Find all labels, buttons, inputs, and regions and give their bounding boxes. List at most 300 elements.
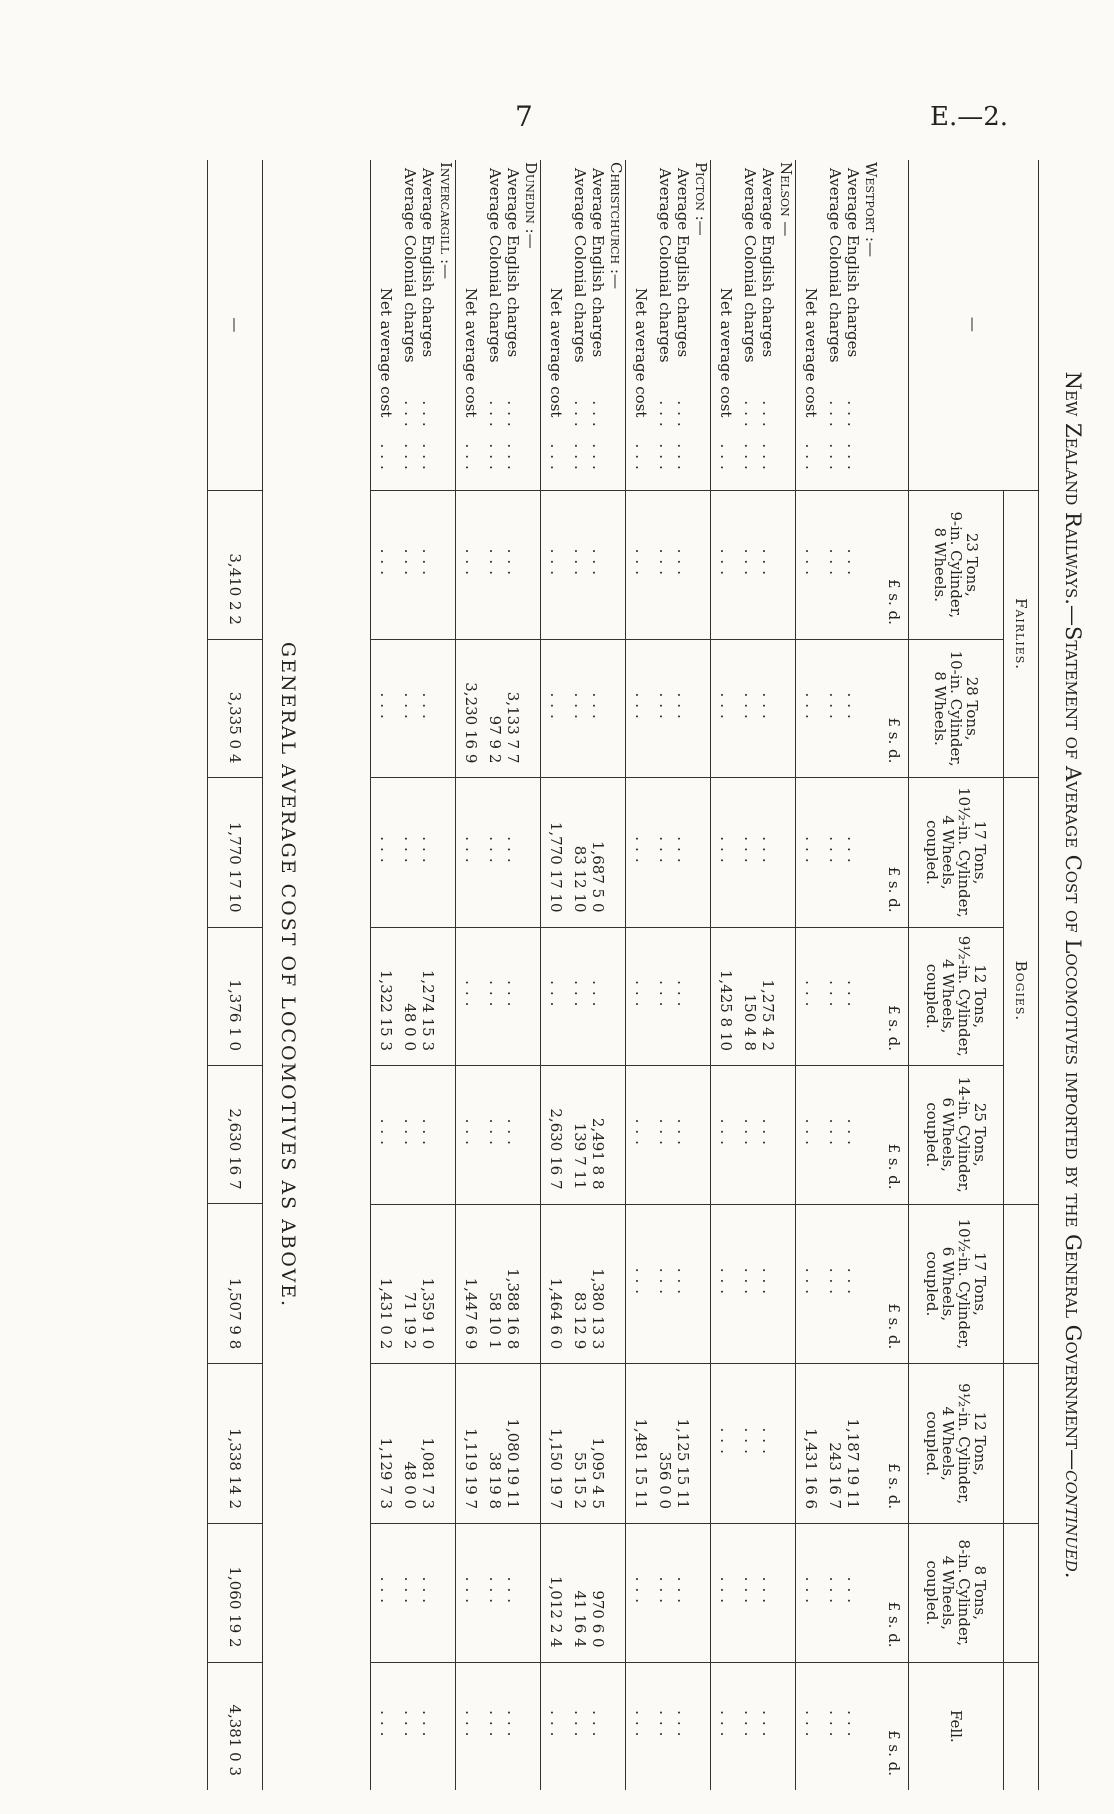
empty-cell (692, 778, 711, 927)
colonial-label-cell (571, 160, 589, 490)
cost-cell: ... (674, 490, 692, 639)
net-cost-cell: ... (541, 490, 572, 639)
net-cost-cell: ... (626, 1204, 657, 1364)
column-header-line: 4 Wheels, (939, 1555, 957, 1631)
column-header-line: 25 Tons, (971, 1102, 989, 1167)
section-row (777, 160, 796, 1790)
cost-cell: ... (656, 1066, 674, 1205)
empty-cell (862, 1204, 880, 1364)
empty-cell (607, 1066, 626, 1205)
net-cost-cell: ... (626, 927, 657, 1065)
cost-cell: ... (486, 490, 504, 639)
units-label: £ s. d. (880, 778, 909, 927)
cost-cell: 1,080 19 11 (504, 1364, 522, 1524)
cost-cell: 48 0 0 (401, 927, 419, 1065)
empty-cell (692, 1364, 711, 1524)
cost-cell: 1,380 13 3 (589, 1204, 607, 1364)
empty-cell (862, 778, 880, 927)
leader-dots: ... ... (759, 400, 777, 476)
cost-cell: ... (674, 1204, 692, 1364)
colonial-charges-row (486, 160, 504, 1790)
cost-cell: ... (656, 639, 674, 777)
cost-cell: ... (674, 1662, 692, 1790)
column-header-3 (909, 778, 1004, 927)
net-cost-cell: ... (541, 927, 572, 1065)
english-charges-row (419, 160, 437, 1790)
column-header-line: 8 Tons, (971, 1565, 989, 1620)
net-cost-cell: ... (796, 1524, 827, 1662)
english-label-cell (419, 160, 437, 490)
section-name: Picton :— (692, 162, 710, 236)
column-header-9 (909, 1662, 1004, 1790)
net-cost-cell: ... (796, 639, 827, 777)
net-cost-cell: ... (711, 639, 742, 777)
net-cost-cell: 1,150 19 7 (541, 1364, 572, 1524)
cost-cell: ... (401, 490, 419, 639)
net-cost-cell: ... (626, 1662, 657, 1790)
net-label-cell (541, 160, 572, 490)
cost-cell: ... (504, 927, 522, 1065)
net-cost-cell: 2,630 16 7 (541, 1066, 572, 1205)
net-cost-cell: ... (796, 1662, 827, 1790)
cost-cell: ... (419, 1662, 437, 1790)
cost-cell: 38 19 8 (486, 1364, 504, 1524)
leader-dots: ... ... (401, 400, 419, 476)
cost-cell: ... (656, 778, 674, 927)
net-cost-cell: 1,464 6 0 (541, 1204, 572, 1364)
empty-cell (692, 1204, 711, 1364)
empty-cell (522, 490, 541, 639)
empty-cell (862, 1662, 880, 1790)
colonial-label-cell (401, 160, 419, 490)
net-cost-cell: ... (796, 490, 827, 639)
cost-cell: ... (844, 1066, 862, 1205)
general-average-value: 3,335 0 4 (208, 639, 263, 777)
cost-cell: 1,687 5 0 (589, 778, 607, 927)
empty-cell (522, 927, 541, 1065)
cost-cell: 1,275 4 2 (759, 927, 777, 1065)
colonial-charges-row (826, 160, 844, 1790)
empty-cell (522, 639, 541, 777)
section-row (862, 160, 880, 1790)
empty-cell (862, 927, 880, 1065)
net-cost-cell: ... (371, 1066, 402, 1205)
cost-cell: ... (589, 639, 607, 777)
leader-dots: ... (717, 443, 735, 476)
column-header-line: 8 Wheels. (931, 671, 949, 746)
net-cost-cell: ... (456, 778, 487, 927)
net-cost-cell: ... (456, 1524, 487, 1662)
colonial-label: Average Colonial charges (486, 168, 504, 363)
net-cost-cell: 1,012 2 4 (541, 1524, 572, 1662)
cost-cell: 139 7 11 (571, 1066, 589, 1205)
net-cost-cell: ... (371, 1662, 402, 1790)
cost-cell: 1,274 15 3 (419, 927, 437, 1065)
column-header-line: 4 Wheels, (939, 959, 957, 1034)
column-header-5 (909, 1066, 1004, 1205)
cost-cell: ... (844, 1662, 862, 1790)
english-label: Average English charges (504, 168, 522, 358)
net-label: Net average cost (547, 287, 565, 418)
colonial-label: Average Colonial charges (741, 168, 759, 363)
net-cost-cell: 1,481 15 11 (626, 1364, 657, 1524)
statement-title (1061, 160, 1085, 1790)
net-cost-cell: ... (626, 778, 657, 927)
cost-cell: 48 0 0 (401, 1364, 419, 1524)
empty-cell (777, 778, 796, 927)
cost-cell: ... (826, 1524, 844, 1662)
net-cost-cell: ... (711, 1204, 742, 1364)
cost-cell: ... (844, 639, 862, 777)
colonial-label: Average Colonial charges (571, 168, 589, 363)
net-label-cell (796, 160, 827, 490)
net-label: Net average cost (632, 287, 650, 418)
english-label-cell (844, 160, 862, 490)
cost-cell: ... (656, 490, 674, 639)
empty-cell (692, 1066, 711, 1205)
empty-cell (607, 778, 626, 927)
english-charges-row (844, 160, 862, 1790)
empty-cell (607, 1364, 626, 1524)
cost-cell: 71 19 2 (401, 1204, 419, 1364)
section-row (522, 160, 541, 1790)
units-stub (880, 160, 909, 490)
general-average-table (207, 160, 263, 1790)
english-label-cell (759, 160, 777, 490)
empty-cell (522, 1066, 541, 1205)
cost-cell: ... (674, 927, 692, 1065)
cost-cell: ... (759, 490, 777, 639)
cost-cell: ... (401, 1066, 419, 1205)
empty-cell (437, 1066, 456, 1205)
cost-cell: ... (759, 1662, 777, 1790)
column-header-1 (909, 490, 1004, 639)
empty-cell (777, 490, 796, 639)
cost-cell: ... (656, 927, 674, 1065)
net-cost-cell: ... (626, 639, 657, 777)
cost-cell: 1,095 4 5 (589, 1364, 607, 1524)
net-cost-cell: ... (626, 490, 657, 639)
general-average-row (208, 160, 263, 1790)
empty-cell (862, 1066, 880, 1205)
cost-cell: ... (571, 490, 589, 639)
leader-dots: ... (632, 443, 650, 476)
empty-cell (607, 490, 626, 639)
net-cost-cell: ... (626, 1066, 657, 1205)
cost-cell: ... (844, 1204, 862, 1364)
section-name: Invercargill :— (437, 162, 455, 280)
net-cost-cell: ... (371, 1524, 402, 1662)
cost-cell: ... (504, 1524, 522, 1662)
section-row (437, 160, 456, 1790)
cost-cell: 1,187 19 11 (844, 1364, 862, 1524)
column-header-line: coupled. (923, 1251, 941, 1317)
cost-cell: 83 12 9 (571, 1204, 589, 1364)
column-header-line: 4 Wheels, (939, 815, 957, 890)
cost-cell: ... (826, 927, 844, 1065)
leader-dots: ... ... (504, 400, 522, 476)
net-label-cell (456, 160, 487, 490)
empty-cell (692, 1662, 711, 1790)
cost-cell: ... (486, 927, 504, 1065)
leader-dots: ... ... (844, 400, 862, 476)
cost-cell: ... (741, 1364, 759, 1524)
net-average-row (626, 160, 657, 1790)
cost-cell: ... (674, 778, 692, 927)
net-cost-cell: ... (371, 490, 402, 639)
net-average-row (711, 160, 742, 1790)
general-average-value: 1,060 19 2 (208, 1524, 263, 1662)
colonial-label: Average Colonial charges (401, 168, 419, 363)
leader-dots: ... ... (419, 400, 437, 476)
column-header-line: 10-in. Cylinder, (947, 650, 965, 767)
cost-cell: ... (589, 490, 607, 639)
leader-dots: ... ... (589, 400, 607, 476)
cost-cell: ... (826, 778, 844, 927)
cost-cell: ... (741, 1204, 759, 1364)
units-label: £ s. d. (880, 1364, 909, 1524)
cost-cell: ... (571, 927, 589, 1065)
cost-cell: ... (419, 639, 437, 777)
general-average-value: 3,410 2 2 (208, 490, 263, 639)
locomotive-cost-table (370, 160, 1039, 1790)
general-average-title: GENERAL AVERAGE COST OF LOCOMOTIVES AS ABOVE. (277, 641, 299, 1309)
cost-cell: ... (826, 639, 844, 777)
cost-cell: ... (759, 778, 777, 927)
column-header-line: coupled. (923, 963, 941, 1029)
cost-cell: ... (826, 490, 844, 639)
empty-cell (437, 1364, 456, 1524)
column-header-line: 10½-in. Cylinder, (955, 1218, 973, 1350)
cost-cell: ... (826, 1662, 844, 1790)
empty-cell (437, 639, 456, 777)
net-cost-cell: 1,431 16 6 (796, 1364, 827, 1524)
empty-cell (607, 639, 626, 777)
cost-cell: ... (486, 1066, 504, 1205)
net-label-cell (626, 160, 657, 490)
leader-dots: ... ... (741, 400, 759, 476)
column-header-line: coupled. (923, 820, 941, 885)
cost-cell: ... (589, 1662, 607, 1790)
column-header-2 (909, 639, 1004, 777)
column-header-line: coupled. (923, 1411, 941, 1477)
colonial-charges-row (401, 160, 419, 1790)
cost-cell: ... (674, 1066, 692, 1205)
colonial-label-cell (826, 160, 844, 490)
cost-cell: ... (826, 1204, 844, 1364)
empty-cell (522, 1204, 541, 1364)
leader-dots: ... (802, 443, 820, 476)
cost-cell: ... (741, 1662, 759, 1790)
net-cost-cell: 1,322 15 3 (371, 927, 402, 1065)
empty-cell (692, 490, 711, 639)
section-name: Christchurch :— (607, 162, 625, 289)
empty-cell (862, 639, 880, 777)
empty-cell (777, 1524, 796, 1662)
units-row (880, 160, 909, 1790)
units-label: £ s. d. (880, 1066, 909, 1205)
empty-cell (437, 927, 456, 1065)
english-label: Average English charges (759, 168, 777, 358)
cost-cell: ... (844, 778, 862, 927)
empty-cell (777, 927, 796, 1065)
leader-dots: ... ... (826, 400, 844, 476)
cost-cell: 83 12 10 (571, 778, 589, 927)
empty-cell (777, 1364, 796, 1524)
column-header-line: 8 Wheels. (931, 527, 949, 603)
document-reference: E.—2. (930, 102, 1009, 132)
column-header-line: coupled. (923, 1102, 941, 1168)
units-label: £ s. d. (880, 927, 909, 1065)
empty-cell (777, 1662, 796, 1790)
net-cost-cell: ... (796, 1204, 827, 1364)
net-label: Net average cost (462, 287, 480, 418)
net-cost-cell: ... (456, 927, 487, 1065)
net-cost-cell: ... (626, 1524, 657, 1662)
column-header-line: 6 Wheels, (939, 1097, 957, 1172)
cost-cell: ... (401, 1662, 419, 1790)
net-cost-cell: ... (456, 1066, 487, 1205)
empty-cell (437, 778, 456, 927)
column-header-line: 9-in. Cylinder, (947, 511, 965, 619)
units-label: £ s. d. (880, 1204, 909, 1364)
cost-cell: ... (419, 490, 437, 639)
column-header-line: 23 Tons, (963, 532, 981, 597)
cost-cell: ... (741, 778, 759, 927)
empty-cell (437, 490, 456, 639)
colonial-label-cell (486, 160, 504, 490)
net-cost-cell: 1,119 19 7 (456, 1364, 487, 1524)
column-header-line: 8-in. Cylinder, (955, 1539, 973, 1647)
net-label-cell (711, 160, 742, 490)
column-header-8 (909, 1524, 1004, 1662)
cost-cell: ... (504, 778, 522, 927)
section-row (692, 160, 711, 1790)
empty-cell (607, 1204, 626, 1364)
cost-cell: ... (504, 1662, 522, 1790)
empty-cell (437, 1524, 456, 1662)
general-average-value: 2,630 16 7 (208, 1066, 263, 1204)
cost-cell: ... (844, 1524, 862, 1662)
colonial-label: Average Colonial charges (826, 168, 844, 363)
cost-cell: 3,133 7 7 (504, 639, 522, 777)
cost-cell: ... (844, 490, 862, 639)
english-label: Average English charges (419, 168, 437, 358)
column-header-line: 6 Wheels, (939, 1246, 957, 1322)
units-label: £ s. d. (880, 639, 909, 777)
net-cost-cell: 1,431 0 2 (371, 1204, 402, 1364)
empty-cell (862, 1524, 880, 1662)
cost-cell: 55 15 2 (571, 1364, 589, 1524)
cost-cell: ... (759, 1364, 777, 1524)
empty-cell (692, 927, 711, 1065)
cost-cell: ... (759, 1524, 777, 1662)
cost-cell: ... (844, 927, 862, 1065)
net-cost-cell: ... (456, 490, 487, 639)
column-header-line: 4 Wheels, (939, 1406, 957, 1481)
net-average-row (371, 160, 402, 1790)
cost-cell: 1,081 7 3 (419, 1364, 437, 1524)
net-cost-cell: 1,770 17 10 (541, 778, 572, 927)
group-header-row (1004, 160, 1039, 1790)
general-average-stub: — (208, 160, 263, 490)
section-name: Westport :— (862, 162, 880, 257)
cost-cell: ... (741, 639, 759, 777)
english-label-cell (504, 160, 522, 490)
cost-cell: 356 0 0 (656, 1364, 674, 1524)
general-average-value: 1,338 14 2 (208, 1364, 263, 1524)
net-cost-cell: ... (711, 1364, 742, 1524)
net-cost-cell: ... (371, 778, 402, 927)
general-average-value: 1,770 17 10 (208, 778, 263, 927)
colonial-label-cell (656, 160, 674, 490)
cost-cell: ... (504, 490, 522, 639)
empty-cell (777, 639, 796, 777)
net-cost-cell: ... (541, 639, 572, 777)
cost-cell: ... (486, 1524, 504, 1662)
column-header-7 (909, 1364, 1004, 1524)
leader-dots: ... ... (486, 400, 504, 476)
column-header-line: 9½-in. Cylinder, (955, 935, 973, 1057)
empty-cell (437, 1204, 456, 1364)
column-header-line: 14-in. Cylinder, (955, 1076, 973, 1193)
column-header-line: Fell. (947, 1709, 965, 1743)
column-header-4 (909, 927, 1004, 1065)
cost-cell: ... (656, 1662, 674, 1790)
net-label: Net average cost (802, 287, 820, 418)
net-cost-cell: ... (711, 490, 742, 639)
units-label: £ s. d. (880, 490, 909, 639)
leader-dots: ... ... (571, 400, 589, 476)
rotated-table-area (145, 160, 1085, 1790)
section-name: Nelson — (777, 162, 795, 237)
general-average-value: 1,507 9 8 (208, 1204, 263, 1364)
section-name: Dunedin :— (522, 162, 540, 249)
net-cost-cell: ... (796, 1066, 827, 1205)
cost-cell: ... (656, 1204, 674, 1364)
empty-cell (607, 1524, 626, 1662)
cost-cell: 58 10 1 (486, 1204, 504, 1364)
stub-header: — (909, 160, 1039, 490)
cost-cell: 41 16 4 (571, 1524, 589, 1662)
net-cost-cell: ... (796, 778, 827, 927)
column-header-6 (909, 1204, 1004, 1364)
cost-cell: ... (656, 1524, 674, 1662)
cost-cell: ... (674, 1524, 692, 1662)
net-cost-cell: ... (711, 1066, 742, 1205)
colonial-label: Average Colonial charges (656, 168, 674, 363)
english-charges-row (674, 160, 692, 1790)
column-header-line: 12 Tons, (971, 1411, 989, 1476)
cost-cell: ... (571, 639, 589, 777)
net-cost-cell: ... (541, 1662, 572, 1790)
net-average-row (541, 160, 572, 1790)
cost-cell: ... (571, 1662, 589, 1790)
net-label: Net average cost (717, 287, 735, 418)
cost-cell: ... (401, 778, 419, 927)
cost-cell: ... (674, 639, 692, 777)
colonial-charges-row (656, 160, 674, 1790)
english-label: Average English charges (589, 168, 607, 358)
net-cost-cell: 3,230 16 9 (456, 639, 487, 777)
cost-cell: 2,491 8 8 (589, 1066, 607, 1205)
cost-cell: ... (401, 639, 419, 777)
fairlies-group-header: Fairlies. (1004, 490, 1039, 778)
net-cost-cell: ... (796, 927, 827, 1065)
statement-title-continued: —continued. (1061, 1449, 1085, 1579)
column-header-line: 12 Tons, (971, 964, 989, 1029)
english-label-cell (589, 160, 607, 490)
